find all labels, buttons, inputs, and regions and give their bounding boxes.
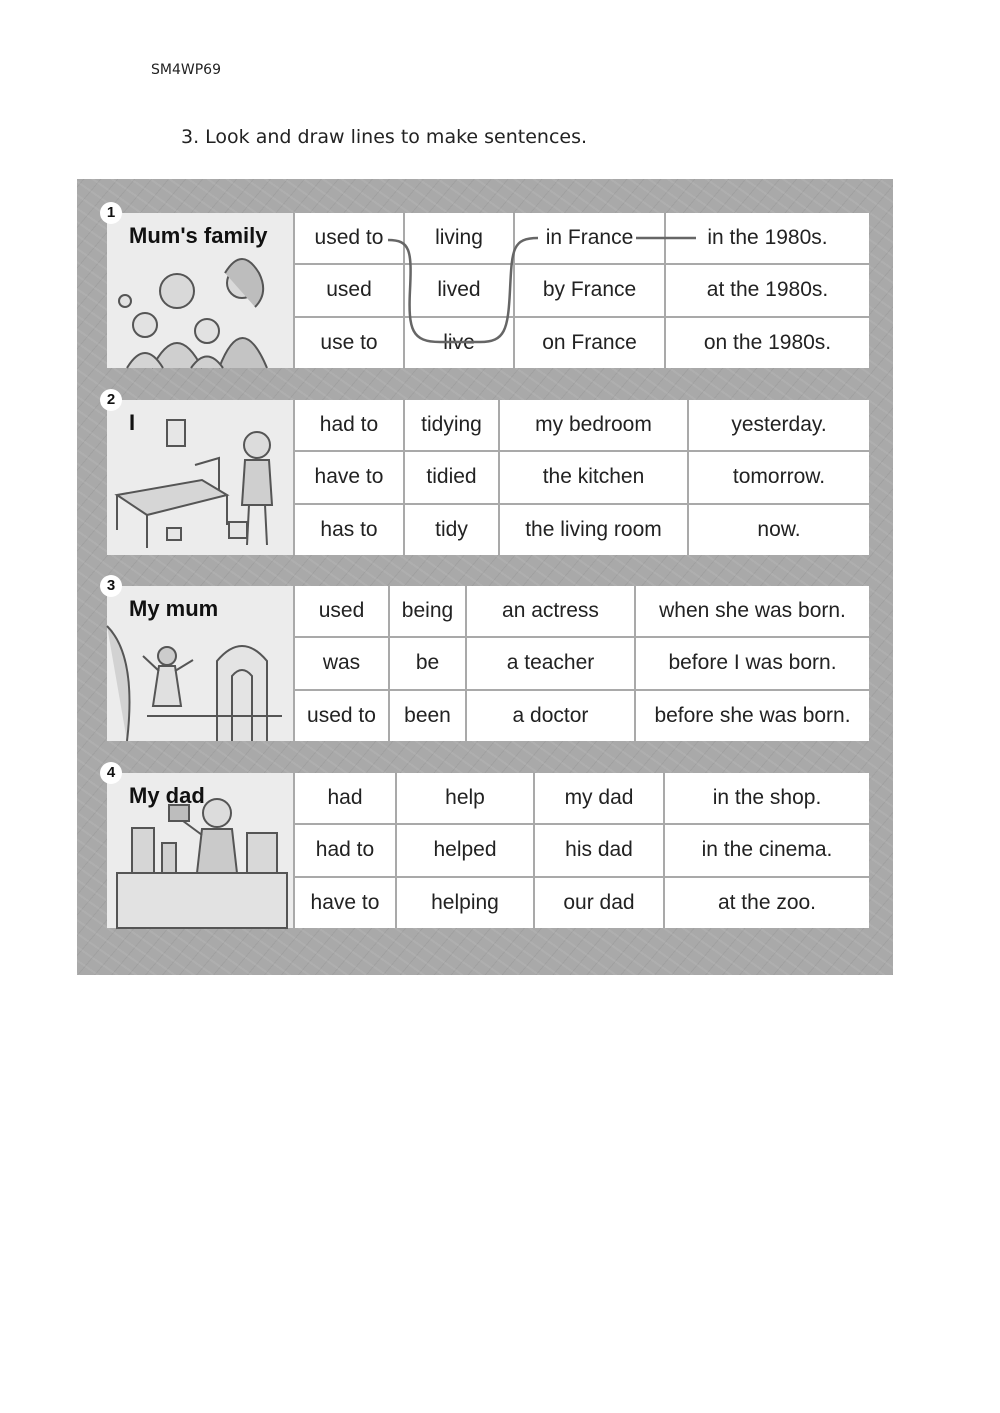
word-cell-col2[interactable]: helped — [397, 825, 533, 875]
picture-cell — [106, 204, 295, 368]
word-cell-col1[interactable]: had — [295, 773, 395, 823]
word-cell-col2[interactable]: living — [405, 213, 513, 263]
subject-label: I — [129, 410, 136, 435]
word-cell-col3[interactable]: the kitchen — [500, 452, 687, 502]
word-cell-col2[interactable]: lived — [405, 265, 513, 315]
bedroom-illustration — [107, 400, 295, 555]
word-cell-col2[interactable]: tidying — [405, 400, 498, 450]
subject-label: Mum's family — [129, 223, 268, 248]
word-cell-col1[interactable]: used — [295, 586, 388, 636]
word-cell-col2[interactable]: been — [390, 691, 465, 741]
word-cell-col1[interactable]: use to — [295, 318, 403, 368]
word-cell-col2[interactable]: tidied — [405, 452, 498, 502]
word-row — [295, 691, 869, 741]
word-cell-col2[interactable]: be — [390, 638, 465, 688]
word-cell-col4[interactable]: when she was born. — [636, 586, 869, 636]
word-cell-col1[interactable]: have to — [295, 878, 395, 928]
word-row — [295, 505, 869, 555]
exercise-block-2 — [106, 391, 869, 555]
word-row — [295, 773, 869, 823]
word-cell-col3[interactable]: our dad — [535, 878, 663, 928]
exercise-block-3 — [106, 577, 869, 741]
word-cell-col3[interactable]: a teacher — [467, 638, 634, 688]
word-cell-col4[interactable]: in the cinema. — [665, 825, 869, 875]
word-cell-col1[interactable]: had to — [295, 825, 395, 875]
word-cell-col3[interactable]: his dad — [535, 825, 663, 875]
word-grid — [295, 586, 869, 741]
instruction: 3. Look and draw lines to make sentences. — [181, 126, 588, 148]
word-cell-col3[interactable]: on France — [515, 318, 664, 368]
picture-cell — [106, 577, 295, 741]
exercise-number: 3 — [100, 575, 122, 597]
word-cell-col1[interactable]: used — [295, 265, 403, 315]
word-cell-col4[interactable]: in the 1980s. — [666, 213, 869, 263]
word-row — [295, 265, 869, 315]
word-cell-col1[interactable]: used to — [295, 213, 403, 263]
word-cell-col1[interactable]: has to — [295, 505, 403, 555]
picture-cell — [106, 764, 295, 928]
word-cell-col4[interactable]: before she was born. — [636, 691, 869, 741]
word-row — [295, 452, 869, 502]
word-grid — [295, 773, 869, 928]
word-cell-col3[interactable]: an actress — [467, 586, 634, 636]
word-cell-col3[interactable]: by France — [515, 265, 664, 315]
word-cell-col2[interactable]: tidy — [405, 505, 498, 555]
page-code: SM4WP69 — [151, 62, 221, 78]
exercise-number: 4 — [100, 762, 122, 784]
word-cell-col2[interactable]: live — [405, 318, 513, 368]
subject-label: My dad — [129, 783, 205, 808]
word-grid — [295, 400, 869, 555]
word-cell-col3[interactable]: a doctor — [467, 691, 634, 741]
word-cell-col4[interactable]: tomorrow. — [689, 452, 869, 502]
word-cell-col4[interactable]: yesterday. — [689, 400, 869, 450]
word-cell-col4[interactable]: at the 1980s. — [666, 265, 869, 315]
word-cell-col3[interactable]: my bedroom — [500, 400, 687, 450]
word-cell-col3[interactable]: in France — [515, 213, 664, 263]
word-row — [295, 825, 869, 875]
word-cell-col4[interactable]: before I was born. — [636, 638, 869, 688]
word-cell-col2[interactable]: help — [397, 773, 533, 823]
subject-label: My mum — [129, 596, 219, 621]
word-cell-col2[interactable]: helping — [397, 878, 533, 928]
exercise-block-4 — [106, 764, 869, 928]
picture-cell — [106, 391, 295, 555]
word-cell-col2[interactable]: being — [390, 586, 465, 636]
word-cell-col4[interactable]: at the zoo. — [665, 878, 869, 928]
word-cell-col1[interactable]: have to — [295, 452, 403, 502]
exercise-block-1 — [106, 204, 869, 368]
exercise-number: 1 — [100, 202, 122, 224]
word-row — [295, 586, 869, 636]
word-cell-col1[interactable]: used to — [295, 691, 388, 741]
word-row — [295, 400, 869, 450]
word-row — [295, 878, 869, 928]
word-cell-col4[interactable]: on the 1980s. — [666, 318, 869, 368]
exercise-number: 2 — [100, 389, 122, 411]
word-row — [295, 318, 869, 368]
word-cell-col4[interactable]: in the shop. — [665, 773, 869, 823]
word-grid — [295, 213, 869, 368]
word-cell-col4[interactable]: now. — [689, 505, 869, 555]
word-cell-col1[interactable]: had to — [295, 400, 403, 450]
word-cell-col1[interactable]: was — [295, 638, 388, 688]
word-row — [295, 638, 869, 688]
word-cell-col3[interactable]: my dad — [535, 773, 663, 823]
word-cell-col3[interactable]: the living room — [500, 505, 687, 555]
word-row — [295, 213, 869, 263]
